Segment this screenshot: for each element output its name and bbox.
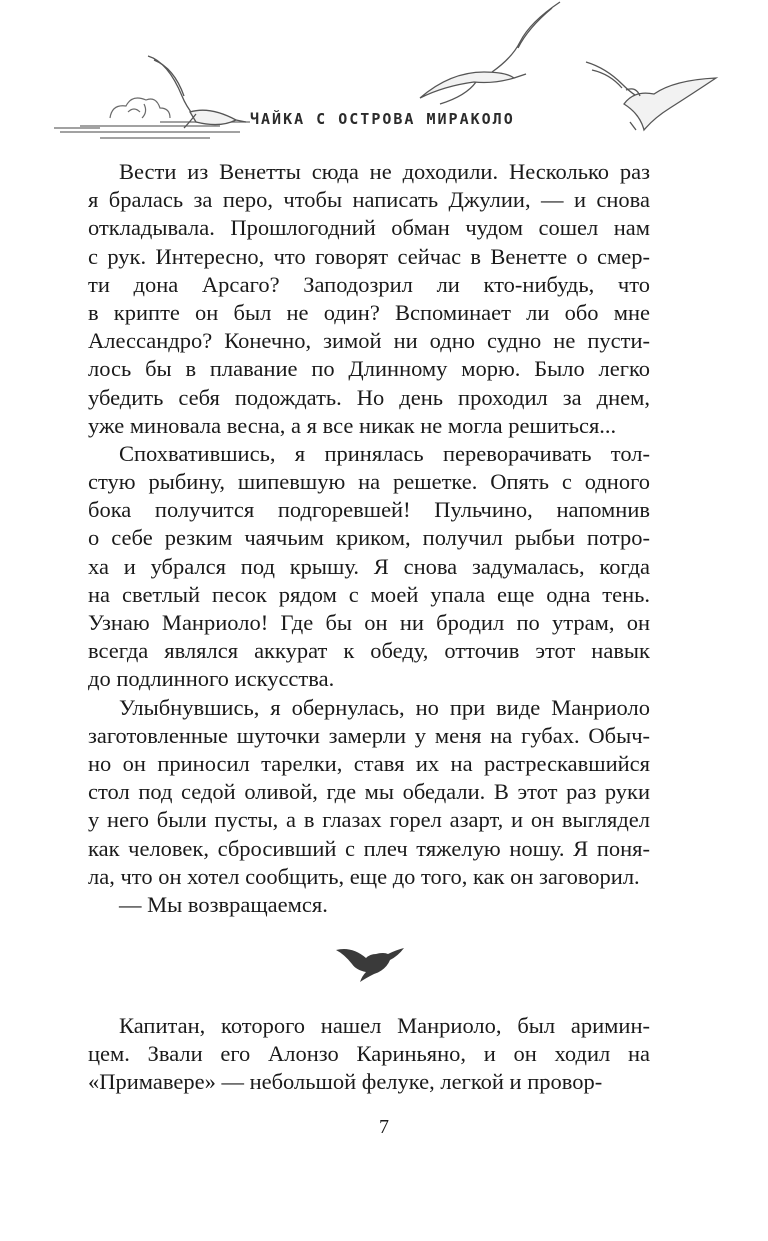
text-line: Вести из Венетты сюда не доходили. Несколько раз xyxy=(119,159,650,184)
text-line: убедить себя подождать. Но день проходил за днем, xyxy=(88,384,650,410)
text-line: — Мы возвращаемся. xyxy=(119,891,328,917)
text-line: заготовленные шуточки замерли у меня на губах. Обыч- xyxy=(88,722,650,748)
text-line: ха и убрался под крышу. Я снова задумалась, когда xyxy=(88,553,650,579)
text-line: Капитан, которого нашел Манриоло, был аримин- xyxy=(119,1013,650,1038)
text-line: Спохватившись, я принялась переворачивать тол- xyxy=(119,440,650,466)
seagull-ornament-icon xyxy=(334,940,406,982)
text-line: Алессандро? Конечно, зимой ни одно судно не пусти- xyxy=(88,328,650,354)
text-line: но он приносил тарелки, ставя их на растрескавшийся xyxy=(88,750,650,776)
text-line: лось бы в плавание по Длинному морю. Было легко xyxy=(88,356,650,382)
text-line: всегда являлся аккурат к обеду, отточив этот навык xyxy=(88,638,650,664)
text-line: стол под седой оливой, где мы обедали. В этот раз руки xyxy=(88,779,650,805)
text-line: Узнаю Манриоло! Где бы он ни бродил по утрам, он xyxy=(88,610,650,635)
text-line: на светлый песок рядом с моей упала еще одна тень. xyxy=(88,581,650,607)
text-line: ти дона Арсаго? Заподозрил ли кто-нибудь, что xyxy=(88,271,650,297)
seagull-left-icon xyxy=(148,56,246,128)
paragraph xyxy=(88,440,650,694)
seagull-center-icon xyxy=(420,2,560,104)
body-text-bottom xyxy=(88,1012,650,1097)
text-line: о себе резким чаячьим криком, получил рыбьи потро- xyxy=(88,525,650,551)
paragraph xyxy=(88,891,650,919)
paragraph xyxy=(88,158,650,440)
text-line: цем. Звали его Алонзо Кариньяно, и он ходил на xyxy=(88,1041,650,1067)
text-line: я бралась за перо, чтобы написать Джулии, — и снова xyxy=(88,187,650,213)
text-line: Улыбнувшись, я обернулась, но при виде Манриоло xyxy=(119,694,650,720)
text-line: «Примавере» — небольшой фелуке, легкой и провор- xyxy=(88,1069,603,1095)
seagull-right-icon xyxy=(586,62,716,130)
text-line: уже миновала весна, а я все никак не могла решиться... xyxy=(88,412,617,438)
text-line: ла, что он хотел сообщить, еще до того, как он заговорил. xyxy=(88,863,640,889)
text-line: с рук. Интересно, что говорят сейчас в Венетте о смер- xyxy=(88,243,650,269)
body-text-top xyxy=(88,158,650,919)
text-line: бока получится подгоревшей! Пульчино, напомнив xyxy=(88,497,650,523)
paragraph xyxy=(88,694,650,891)
running-title: ЧАЙКА С ОСТРОВА МИРАКОЛО xyxy=(250,110,515,128)
text-line: стую рыбину, шипевшую на решетке. Опять с одного xyxy=(88,469,650,495)
paragraph xyxy=(88,1012,650,1097)
text-line: в крипте он был не один? Вспоминает ли обо мне xyxy=(88,299,650,325)
text-line: у него были пусты, а в глазах горел азарт, и он выглядел xyxy=(88,807,650,833)
text-line: как человек, сбросивший с плеч тяжелую ношу. Я поня- xyxy=(88,835,650,861)
text-line: до подлинного искусства. xyxy=(88,666,335,692)
text-line: откладывала. Прошлогодний обман чудом сошел нам xyxy=(88,215,650,241)
page-number: 7 xyxy=(379,1116,389,1138)
